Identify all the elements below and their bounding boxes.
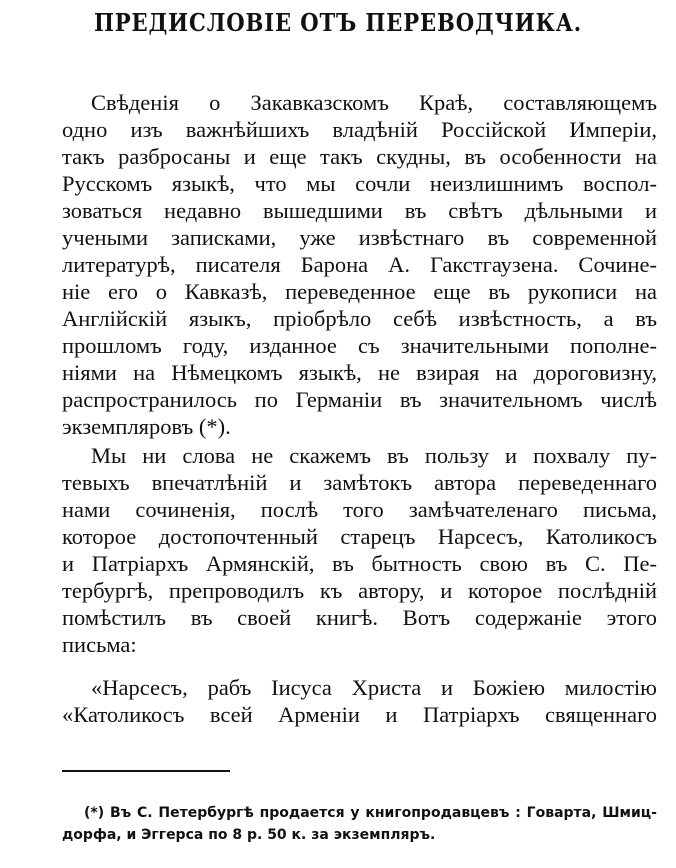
footnote-rule xyxy=(62,770,230,772)
quote-line: «Католикосъ всей Арменіи и Патріархъ священнаго xyxy=(62,702,657,727)
text-line: и Патріархъ Армянскій, въ бытность свою въ С. Пе- xyxy=(62,551,657,576)
text-line: распространилось по Германіи въ значительномъ числѣ xyxy=(62,387,657,412)
text-line: ніями на Нѣмецкомъ языкѣ, не взирая на дороговизну, xyxy=(62,360,657,385)
text-line: тевыхъ впечатлѣній и замѣтокъ автора переведеннаго xyxy=(62,470,657,495)
text-line: Русскомъ языкѣ, что мы сочли неизлишнимъ воспол- xyxy=(62,171,657,196)
text-line: Мы ни слова не скажемъ въ пользу и похвалу пу- xyxy=(91,443,657,468)
text-line: зоваться недавно вышедшими въ свѣтъ дѣльными и xyxy=(62,198,657,223)
quote-line: «Нарсесъ, рабъ Іисуса Христа и Божіею милостію xyxy=(91,675,657,700)
footnote-line: дорфа, и Эггерса по 8 р. 50 к. за экземпляръ. xyxy=(62,827,436,843)
footnote-line: (*) Въ С. Петербургѣ продается у книгопродавцевъ : Говарта, Шмиц- xyxy=(84,805,657,821)
text-line: одно изъ важнѣйшихъ владѣній Россійской Имперіи, xyxy=(62,117,657,142)
text-line: тербургѣ, препроводилъ къ автору, и которое послѣдній xyxy=(62,578,657,603)
text-line: литературѣ, писателя Барона А. Гакстгаузена. Сочине- xyxy=(62,252,657,277)
text-line: учеными записками, уже извѣстнаго въ современной xyxy=(62,225,657,250)
text-line: прошломъ году, изданное съ значительными пополне- xyxy=(62,333,657,358)
text-line: помѣстилъ въ своей книгѣ. Вотъ содержаніе этого xyxy=(62,605,657,630)
text-line: письма: xyxy=(62,632,137,657)
text-line: Свѣденія о Закавказскомъ Краѣ, составляющемъ xyxy=(91,90,657,115)
text-line: нами сочиненія, послѣ того замѣчателенаго письма, xyxy=(62,497,657,522)
text-line: Англійскій языкъ, пріобрѣло себѣ извѣстность, а въ xyxy=(62,306,657,331)
text-line: такъ разбросаны и еще такъ скудны, въ особенности на xyxy=(62,144,657,169)
page-title: ПРЕДИСЛОВІЕ ОТЪ ПЕРЕВОДЧИКА. xyxy=(93,8,583,37)
text-line: экземпляровъ (*). xyxy=(62,414,231,439)
text-line: ніе его о Кавказѣ, переведенное еще въ рукописи на xyxy=(62,279,657,304)
text-line: которое достопочтенный старецъ Нарсесъ, Католикосъ xyxy=(62,524,657,549)
